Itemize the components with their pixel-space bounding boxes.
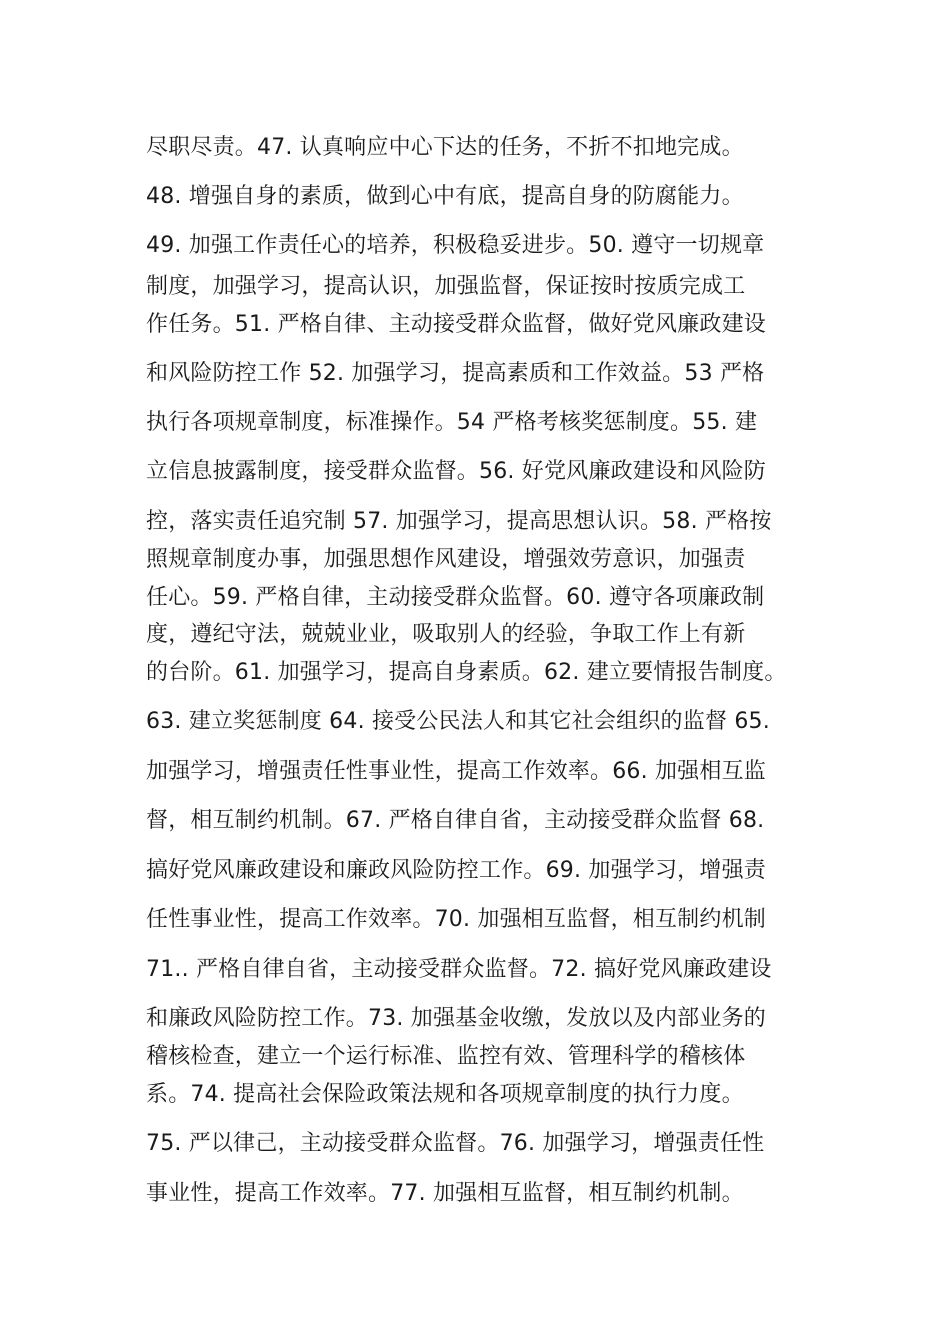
text-line: 系。74. 提高社会保险政策法规和各项规章制度的执行力度。: [146, 1082, 744, 1107]
text-line: 度，遵纪守法，兢兢业业，吸取别人的经验，争取工作上有新: [146, 622, 746, 647]
text-line: 稽核检查，建立一个运行标准、监控有效、管理科学的稽核体: [146, 1044, 746, 1069]
text-line: 75. 严以律己，主动接受群众监督。76. 加强学习，增强责任性: [146, 1131, 765, 1156]
text-line: 控，落实责任追究制 57. 加强学习，提高思想认识。58. 严格按: [146, 509, 772, 534]
text-line: 作任务。51. 严格自律、主动接受群众监督，做好党风廉政建设: [146, 312, 766, 337]
text-line: 任心。59. 严格自律，主动接受群众监督。60. 遵守各项廉政制: [146, 585, 765, 610]
text-line: 和廉政风险防控工作。73. 加强基金收缴，发放以及内部业务的: [146, 1006, 766, 1031]
text-line: 加强学习，增强责任性事业性，提高工作效率。66. 加强相互监: [146, 759, 766, 784]
text-line: 和风险防控工作 52. 加强学习，提高素质和工作效益。53 严格: [146, 361, 765, 386]
text-line: 执行各项规章制度，标准操作。54 严格考核奖惩制度。55. 建: [146, 410, 758, 435]
text-line: 照规章制度办事，加强思想作风建设，增强效劳意识，加强责: [146, 547, 746, 572]
text-line: 48. 增强自身的素质，做到心中有底，提高自身的防腐能力。: [146, 184, 744, 209]
text-line: 49. 加强工作责任心的培养，积极稳妥进步。50. 遵守一切规章: [146, 233, 765, 258]
text-line: 任性事业性，提高工作效率。70. 加强相互监督，相互制约机制: [146, 907, 766, 932]
text-line: 的台阶。61. 加强学习，提高自身素质。62. 建立要情报告制度。: [146, 660, 787, 685]
text-line: 督，相互制约机制。67. 严格自律自省，主动接受群众监督 68.: [146, 808, 765, 833]
text-line: 制度，加强学习，提高认识，加强监督，保证按时按质完成工: [146, 274, 746, 299]
text-line: 立信息披露制度，接受群众监督。56. 好党风廉政建设和风险防: [146, 459, 766, 484]
text-line: 63. 建立奖惩制度 64. 接受公民法人和其它社会组织的监督 65.: [146, 709, 770, 734]
text-line: 71.. 严格自律自省，主动接受群众监督。72. 搞好党风廉政建设: [146, 957, 772, 982]
text-line: 事业性，提高工作效率。77. 加强相互监督，相互制约机制。: [146, 1181, 744, 1206]
text-line: 搞好党风廉政建设和廉政风险防控工作。69. 加强学习，增强责: [146, 858, 766, 883]
text-line: 尽职尽责。47. 认真响应中心下达的任务，不折不扣地完成。: [146, 135, 744, 160]
